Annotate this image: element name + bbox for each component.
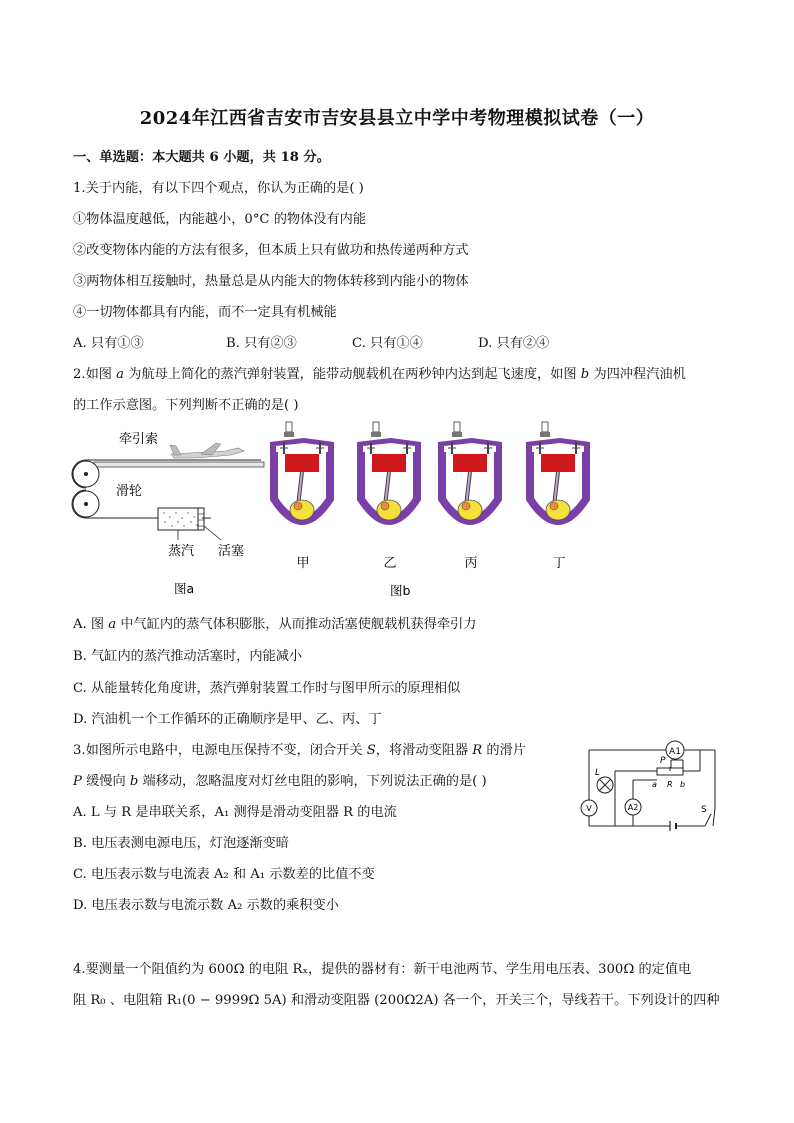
var-b: b bbox=[580, 367, 590, 382]
label-jia: 甲 bbox=[296, 556, 310, 571]
q3-option-d[interactable]: D. 电压表示数与电流示数 A₂ 示数的乘积变小 bbox=[73, 898, 339, 913]
rheostat-label: R bbox=[667, 780, 673, 789]
q1-statement-4: ④一切物体都具有内能，而不一定具有机械能 bbox=[73, 305, 337, 320]
q2-stem-line2: 的工作示意图。下列判断不正确的是( ) bbox=[73, 398, 299, 413]
caption-figure-b: 图b bbox=[390, 583, 411, 598]
label-ding: 丁 bbox=[552, 556, 566, 571]
q1-option-b[interactable]: B. 只有②③ bbox=[226, 336, 297, 351]
label-piston: 活塞 bbox=[218, 544, 245, 559]
q3-stem-text: 的滑片 bbox=[482, 743, 526, 758]
q4-stem-line2: 阻 R₀ 、电阻箱 R₁(0 − 9999Ω 5A) 和滑动变阻器 (200Ω2A) 各一个，开关三个，导线若干。下列设计的四种 bbox=[73, 993, 720, 1008]
label-pulley: 滑轮 bbox=[116, 484, 143, 499]
q2-stem-text: 2.如图 bbox=[73, 367, 117, 382]
q2-option-b[interactable]: B. 气缸内的蒸汽推动活塞时，内能减小 bbox=[73, 649, 303, 664]
q1-option-c[interactable]: C. 只有①④ bbox=[352, 336, 423, 351]
label-rope: 牵引索 bbox=[119, 432, 159, 447]
option-text: 中气缸内的蒸气体积膨胀，从而推动活塞使舰载机获得牵引力 bbox=[116, 617, 477, 632]
label-bing: 丙 bbox=[464, 556, 478, 571]
piston bbox=[198, 508, 204, 530]
q3-stem-text: 3.如图所示电路中，电源电压保持不变，闭合开关 bbox=[73, 743, 367, 758]
var-b: b bbox=[129, 774, 139, 789]
slider-label: P bbox=[660, 756, 666, 766]
pulley-axle bbox=[84, 472, 88, 476]
q1-stem: 1.关于内能，有以下四个观点，你认为正确的是( ) bbox=[73, 181, 364, 196]
caption-figure-a: 图a bbox=[174, 581, 195, 596]
q2-option-c[interactable]: C. 从能量转化角度讲，蒸汽弹射装置工作时与图甲所示的原理相似 bbox=[73, 681, 461, 696]
ammeter-a1-label: A1 bbox=[669, 747, 681, 757]
var-a: a bbox=[116, 367, 125, 382]
q3-stem-text: 端移动，忽略温度对灯丝电阻的影响，下列说法正确的是( ) bbox=[138, 774, 487, 789]
q1-option-d[interactable]: D. 只有②④ bbox=[478, 336, 550, 351]
engine-yi bbox=[357, 422, 421, 525]
engine-ding bbox=[526, 422, 590, 525]
lamp-label: L bbox=[595, 768, 601, 778]
q4-stem-line1: 4.要测量一个阻值约为 600Ω 的电阻 Rₓ，提供的器材有：新干电池两节、学生用电压表、300Ω 的定值电 bbox=[73, 962, 692, 977]
var-R: R bbox=[472, 743, 483, 758]
end-b-label: b bbox=[680, 780, 686, 789]
option-text: A. 图 bbox=[73, 617, 109, 632]
engine-jia bbox=[270, 422, 334, 525]
section-heading: 一、单选题：本大题共 6 小题，共 18 分。 bbox=[73, 150, 330, 165]
q1-option-a[interactable]: A. 只有①③ bbox=[73, 336, 144, 351]
voltmeter-label: V bbox=[586, 804, 592, 813]
page-title: 2024年江西省吉安市吉安县县立中学中考物理模拟试卷（一） bbox=[139, 108, 655, 129]
var-S: S bbox=[366, 743, 376, 758]
deck bbox=[94, 462, 264, 467]
q2-option-d[interactable]: D. 汽油机一个工作循环的正确顺序是甲、乙、丙、丁 bbox=[73, 712, 382, 727]
label-yi: 乙 bbox=[383, 556, 397, 571]
engine-bing bbox=[438, 422, 502, 525]
switch-label: S bbox=[701, 805, 707, 815]
q1-statement-1: ①物体温度越低，内能越小，0°C 的物体没有内能 bbox=[73, 212, 367, 227]
q2-option-a[interactable] bbox=[73, 613, 476, 632]
circuit-diagram bbox=[575, 738, 725, 833]
q3-option-a[interactable]: A. L 与 R 是串联关系，A₁ 测得是滑动变阻器 R 的电流 bbox=[73, 805, 397, 820]
q2-stem-text: 为四冲程汽油机 bbox=[589, 367, 686, 382]
q3-stem-text: 缓慢向 bbox=[81, 774, 130, 789]
q1-statement-2: ②改变物体内能的方法有很多，但本质上只有做功和热传递两种方式 bbox=[73, 243, 469, 258]
end-a-label: a bbox=[652, 780, 657, 789]
q3-option-c[interactable]: C. 电压表示数与电流表 A₂ 和 A₁ 示数差的比值不变 bbox=[73, 867, 375, 882]
ammeter-a2-label: A2 bbox=[627, 803, 639, 812]
figure-a-catapult bbox=[66, 418, 266, 598]
q2-stem-text: 为航母上简化的蒸汽弹射装置，能带动舰载机在两秒钟内达到起飞速度，如图 bbox=[124, 367, 581, 382]
label-steam: 蒸汽 bbox=[168, 544, 195, 559]
q3-option-b[interactable]: B. 电压表测电源电压，灯泡逐渐变暗 bbox=[73, 836, 289, 851]
pulley-axle bbox=[84, 502, 88, 506]
leader-line bbox=[204, 526, 221, 540]
q2-stem-line1 bbox=[73, 363, 686, 382]
airplane-icon bbox=[170, 443, 244, 458]
var-a: a bbox=[108, 617, 117, 632]
steam-cylinder bbox=[158, 508, 202, 530]
q3-stem-line1 bbox=[73, 739, 526, 758]
q1-statement-3: ③两物体相互接触时，热量总是从内能大的物体转移到内能小的物体 bbox=[73, 274, 469, 289]
q3-stem-line2 bbox=[73, 770, 487, 789]
var-P: P bbox=[73, 774, 82, 789]
figure-b-engines bbox=[266, 420, 606, 600]
q3-stem-text: ，将滑动变阻器 bbox=[375, 743, 473, 758]
